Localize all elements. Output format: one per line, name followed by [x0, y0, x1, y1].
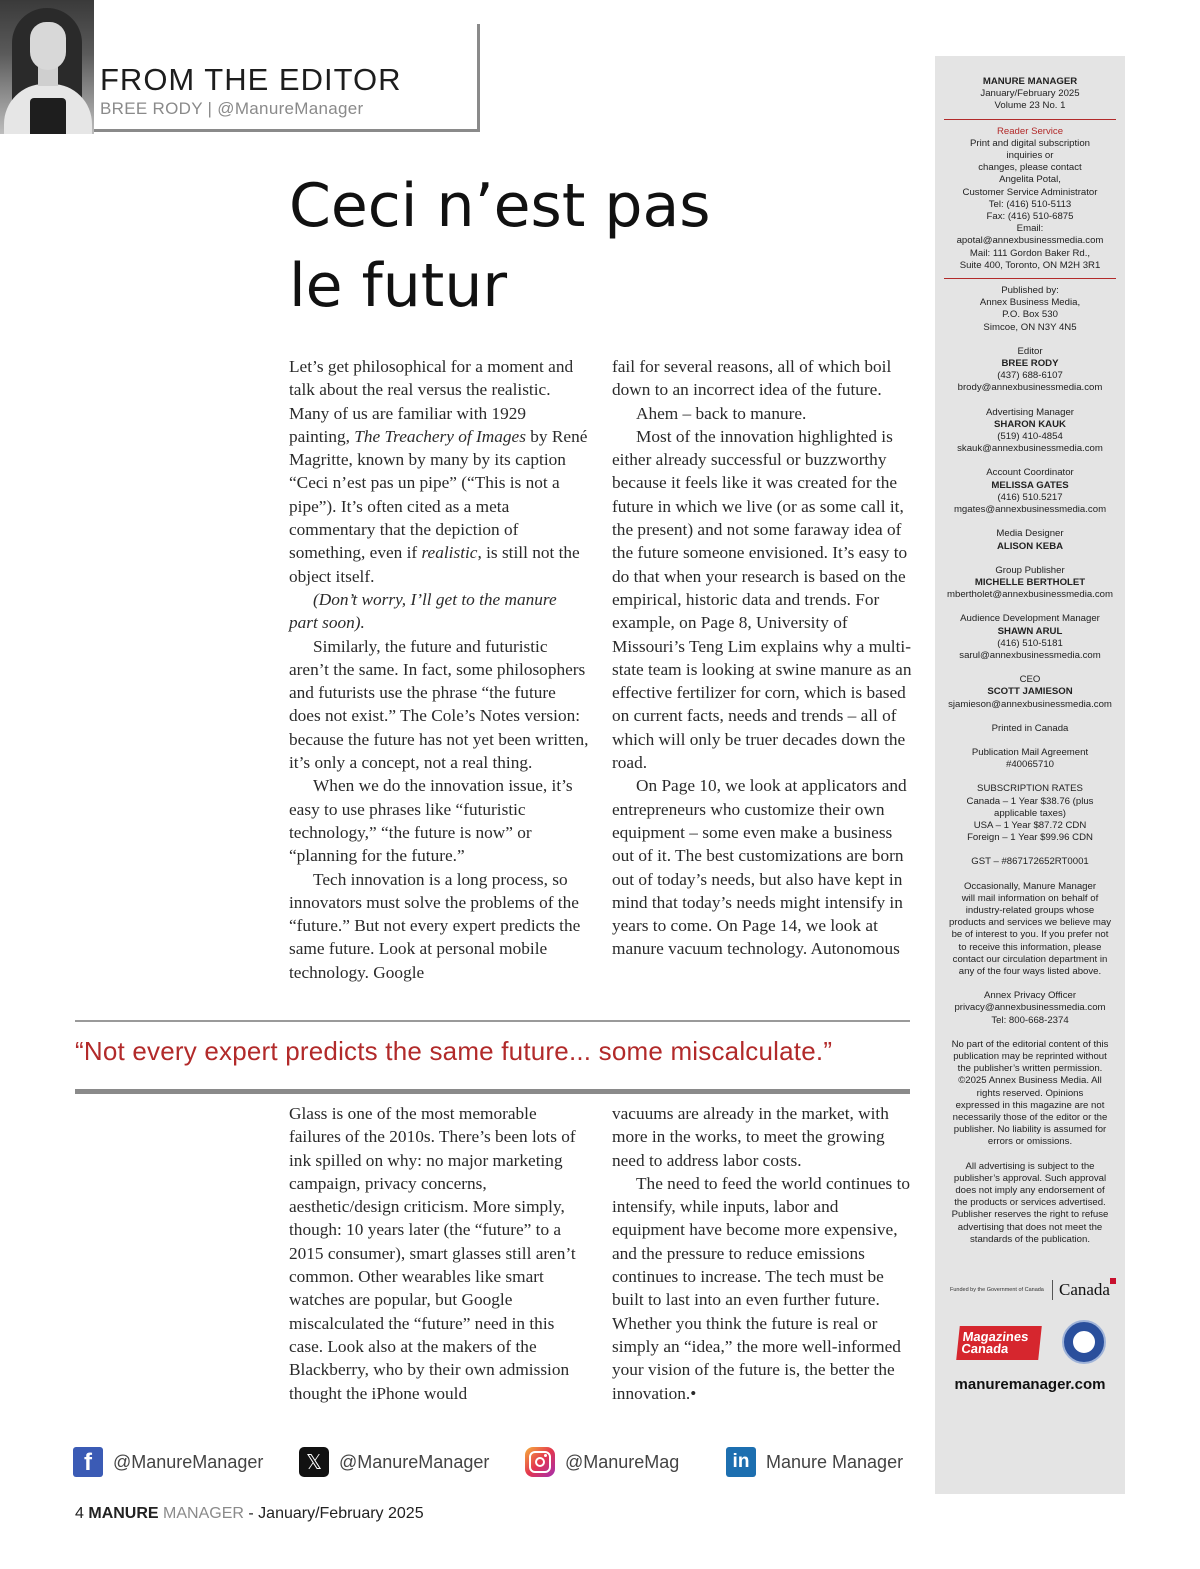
page-footer: [75, 1505, 424, 1523]
footer-issue: - January/February 2025: [248, 1505, 424, 1522]
copyright-line: publication may be reprinted without: [953, 1051, 1107, 1062]
staff-role: Advertising Manager: [986, 406, 1074, 418]
advertising-line: standards of the publication.: [969, 1233, 1090, 1245]
paragraph: Glass is one of the most memorable failures of the 2010s. There’s been lots of ink spilled on why: no major marketing campaign, privacy concerns, aesthetic/design criticism. More simply, though: 10 years later (the “future” to a 2015 consumer), smart glasses still aren’t common. Other wearables like smart watches are popular, but Google miscalculated the “future” need in this case. Look also at the makers of the Blackberry, who by their own admission thought the iPhone would: [289, 1104, 576, 1403]
staff-entry: [943, 467, 1117, 516]
x-icon: 𝕏: [299, 1447, 329, 1477]
staff-contact: (416) 510-5181: [997, 637, 1063, 649]
masthead-issue: January/February 2025: [980, 88, 1080, 100]
circulation-seal-icon: [1062, 1320, 1106, 1364]
published-line: P.O. Box 530: [1002, 309, 1058, 321]
advertising-line: All advertising is subject to the: [965, 1160, 1095, 1172]
subscription-line: SUBSCRIPTION RATES: [977, 783, 1083, 795]
article-column-1: [289, 355, 589, 984]
x-handle: @ManureManager: [339, 1451, 490, 1472]
editor-photo: [0, 0, 94, 134]
magazines-canada-logo: Magazines Canada: [956, 1326, 1042, 1360]
editor-byline: BREE RODY | @ManureManager: [100, 99, 364, 118]
advertising-line: advertising that does not meet the: [957, 1221, 1103, 1233]
mailing-notice: [943, 881, 1117, 979]
staff-name: MELISSA GATES: [991, 479, 1069, 491]
social-linkedin[interactable]: [726, 1446, 903, 1478]
social-instagram[interactable]: [525, 1446, 679, 1478]
printed-in: Printed in Canada: [991, 722, 1069, 734]
paragraph: The need to feed the world continues to intensify, while inputs, labor and equipment have become more expensive, and the pressure to reduce emissions continues to increase. The tech must be built to last into an even further future. Whether you think the future is real or simply an “idea,” the more well-informed your vision of the future is, the better the innovation.•: [612, 1173, 911, 1403]
staff-role: Editor: [1017, 345, 1043, 357]
staff-contact: (416) 510.5217: [997, 491, 1063, 503]
reader-service-line: Fax: (416) 510-6875: [986, 211, 1074, 223]
advertising-line: publisher’s approval. Such approval: [953, 1172, 1107, 1184]
published-block: [943, 285, 1117, 334]
subscription-block: [943, 783, 1117, 844]
notice-line: will mail information on behalf of: [961, 892, 1099, 904]
pullquote: “Not every expert predicts the same future... some miscalculate.”: [75, 1036, 833, 1066]
instagram-handle: @ManureMag: [565, 1451, 680, 1472]
copyright-line: errors or omissions.: [987, 1136, 1073, 1148]
staff-entry: [943, 674, 1117, 711]
red-divider: [944, 278, 1116, 279]
article-column-3: [289, 1102, 589, 1405]
footer-brand-light: MANAGER: [163, 1505, 244, 1522]
article-headline: [289, 166, 809, 326]
staff-contact: sjamieson@annexbusinessmedia.com: [948, 698, 1112, 710]
reader-service-heading: Reader Service: [996, 125, 1064, 137]
notice-line: Occasionally, Manure Manager: [963, 880, 1097, 892]
headline-line-1: Ceci n’est pas: [289, 171, 711, 241]
subscription-line: USA – 1 Year $87.72 CDN: [973, 819, 1087, 831]
reader-service-line: Suite 400, Toronto, ON M2H 3R1: [959, 259, 1101, 271]
copyright-line: No part of the editorial content of this: [951, 1038, 1109, 1050]
mail-agreement-block: [943, 747, 1117, 771]
staff-entry: [943, 613, 1117, 662]
advertising-line: does not imply any endorsement of: [955, 1185, 1105, 1197]
social-facebook[interactable]: [73, 1446, 263, 1478]
privacy-line: privacy@annexbusinessmedia.com: [954, 1002, 1106, 1014]
staff-name: SHAWN ARUL: [997, 625, 1063, 637]
paragraph: Tech innovation is a long process, so innovators must solve the problems of the “future.” But not every expert predicts the same future. Look at personal mobile technology. Google: [289, 869, 581, 982]
staff-contact: (519) 410-4854: [997, 431, 1063, 443]
staff-entry: [943, 528, 1117, 552]
staff-name: MICHELLE BERTHOLET: [974, 576, 1086, 588]
copyright-block: [943, 1039, 1117, 1149]
website-url[interactable]: manuremanager.com: [954, 1376, 1106, 1393]
headline-line-2: le futur: [289, 251, 508, 321]
paragraph: vacuums are already in the market, with more in the works, to meet the growing need to address labor costs.: [612, 1104, 889, 1170]
mail-agreement-line: #40065710: [1005, 759, 1055, 771]
article-column-2: [612, 355, 912, 961]
staff-list: [943, 346, 1117, 711]
staff-role: Audience Development Manager: [960, 613, 1100, 625]
reader-service-line: changes, please contact: [978, 162, 1082, 174]
notice-line: to receive this information, please: [958, 941, 1102, 953]
pullquote-rule-bottom: [75, 1089, 910, 1094]
paragraph: (Don’t worry, I’ll get to the manure part soon).: [289, 589, 557, 633]
red-divider: [944, 119, 1116, 120]
notice-line: any of the four ways listed above.: [958, 965, 1102, 977]
privacy-line: Annex Privacy Officer: [983, 990, 1077, 1002]
copyright-line: ©2025 Annex Business Media. All: [958, 1075, 1102, 1087]
notice-line: contact our circulation department in: [952, 953, 1108, 965]
facebook-icon: f: [73, 1447, 103, 1477]
facebook-handle: @ManureManager: [113, 1451, 264, 1472]
staff-name: SCOTT JAMIESON: [987, 686, 1073, 698]
staff-contact: brody@annexbusinessmedia.com: [957, 382, 1103, 394]
linkedin-icon: in: [726, 1447, 756, 1477]
copyright-line: rights reserved. Opinions: [976, 1087, 1084, 1099]
reader-service-line: Angelita Potal,: [999, 174, 1061, 186]
privacy-block: [943, 990, 1117, 1027]
article-column-4: [612, 1102, 912, 1405]
advertising-policy: [943, 1161, 1117, 1246]
linkedin-handle: Manure Manager: [766, 1451, 904, 1472]
reader-service-line: inquiries or: [1006, 150, 1054, 162]
instagram-icon: [525, 1447, 555, 1477]
gst-number: GST – #867172652RT0001: [971, 856, 1089, 868]
copyright-line: publisher. No liability is assumed for: [953, 1124, 1107, 1136]
paragraph: Most of the innovation highlighted is either already successful or buzzworthy because it feels like it was created for the future in which we live (or as some call it, the present) and not some faraway idea of the future someone envisioned. It’s easy to do that when your research is based on the empirical, historic data and trends. For example, on Page 8, University of Missouri’s Teng Lim explains why a multi-state team is looking at swine manure as an effective fertilizer for corn, which is based on current facts, needs and trends – all of which will only be truer decades down the road.: [612, 426, 912, 773]
advertising-line: Publisher reserves the right to refuse: [951, 1209, 1109, 1221]
staff-contact: skauk@annexbusinessmedia.com: [957, 443, 1103, 455]
staff-contact: mgates@annexbusinessmedia.com: [953, 504, 1107, 516]
funded-text: Funded by the Government of Canada: [950, 1287, 1044, 1293]
staff-entry: [943, 565, 1117, 602]
mail-agreement-line: Publication Mail Agreement: [971, 746, 1089, 758]
paragraph: fail for several reasons, all of which boil down to an incorrect idea of the future.: [612, 357, 892, 400]
advertising-line: the products or services advertised.: [954, 1197, 1106, 1209]
paragraph: Ahem – back to manure.: [636, 403, 807, 423]
staff-role: Media Designer: [996, 528, 1064, 540]
canada-wordmark: Canada: [1059, 1280, 1110, 1300]
staff-role: Group Publisher: [995, 564, 1065, 576]
section-title: FROM THE EDITOR: [100, 62, 402, 97]
staff-name: ALISON KEBA: [996, 540, 1064, 552]
staff-entry: [943, 346, 1117, 395]
notice-line: industry-related groups whose: [965, 904, 1095, 916]
masthead-volume: Volume 23 No. 1: [994, 100, 1066, 112]
paragraph: On Page 10, we look at applicators and entrepreneurs who customize their own equipment – some even make a business out of it. The best customizations are born out of today’s needs, but also have kept in mind that today’s needs might intensify in years to come. On Page 14, we look at manure vacuum technology. Autonomous: [612, 776, 907, 959]
paragraph: When we do the innovation issue, it’s easy to use phrases like “futuristic technology,” “the future is now” or “planning for the future.”: [289, 776, 573, 866]
privacy-line: Tel: 800-668-2374: [991, 1014, 1069, 1026]
paragraph: Similarly, the future and futuristic aren’t the same. In fact, some philosophers and futurists use the phrase “the future does not exist.” The Cole’s Notes version: because the future has not yet been written, it’s only a concept, not a real thing.: [289, 636, 589, 773]
reader-service-line: Email: apotal@annexbusinessmedia.com: [956, 223, 1104, 247]
page-number: 4: [75, 1505, 84, 1522]
copyright-line: necessarily those of the editor or the: [952, 1112, 1108, 1124]
reader-service-line: Mail: 111 Gordon Baker Rd.,: [969, 247, 1091, 259]
social-x[interactable]: [299, 1446, 489, 1478]
reader-service-block: [943, 138, 1117, 272]
subscription-line: Canada – 1 Year $38.76 (plus: [966, 795, 1094, 807]
flag-icon: [1110, 1278, 1116, 1284]
staff-name: SHARON KAUK: [994, 418, 1066, 430]
footer-brand-bold: MANURE: [88, 1505, 159, 1522]
staff-entry: [943, 407, 1117, 456]
staff-contact: sarul@annexbusinessmedia.com: [959, 649, 1101, 661]
notice-line: be of interest to you. If you prefer not: [951, 929, 1109, 941]
published-line: Annex Business Media,: [979, 297, 1081, 309]
published-line: Simcoe, ON N3Y 4N5: [983, 321, 1077, 333]
masthead-title: MANURE MANAGER: [982, 76, 1078, 87]
paragraph: Let’s get philosophical for a moment and talk about the real versus the realistic. Many of us are familiar with 1929 painting, The Treachery of Images by René Magritte, known by many by its caption “Ceci n’est pas un pipe” (“This is not a pipe”). It’s often cited as a meta commentary that the depiction of something, even if realistic, is still not the object itself.: [289, 357, 588, 586]
published-line: Published by:: [1001, 285, 1059, 297]
copyright-line: the publisher’s written permission.: [957, 1063, 1103, 1075]
staff-name: BREE RODY: [1001, 358, 1059, 370]
staff-contact: (437) 688-6107: [997, 370, 1063, 382]
staff-role: Account Coordinator: [986, 467, 1074, 479]
reader-service-line: Tel: (416) 510-5113: [988, 198, 1072, 210]
funded-by-canada: [950, 1278, 1122, 1302]
notice-line: products and services we believe may: [948, 917, 1112, 929]
reader-service-line: Customer Service Administrator: [962, 186, 1098, 198]
reader-service-line: Print and digital subscription: [970, 137, 1090, 149]
copyright-line: expressed in this magazine are not: [955, 1099, 1105, 1111]
staff-role: CEO: [1019, 674, 1041, 686]
subscription-line: applicable taxes): [994, 807, 1066, 819]
pullquote-rule-top: [75, 1020, 910, 1022]
subscription-line: Foreign – 1 Year $99.96 CDN: [967, 832, 1093, 844]
staff-contact: mbertholet@annexbusinessmedia.com: [947, 589, 1113, 601]
